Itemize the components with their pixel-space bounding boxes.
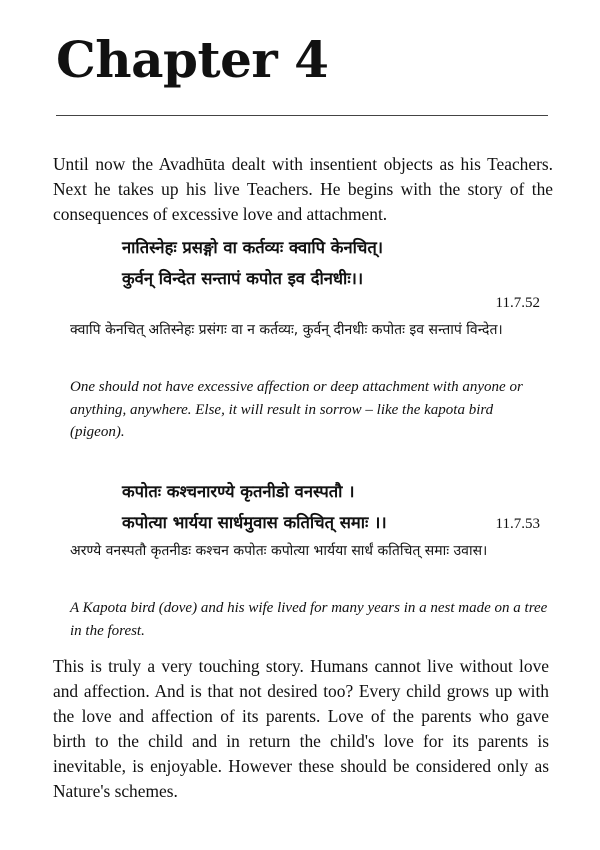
intro-paragraph: Until now the Avadhūta dealt with insentient objects as his Teachers. Next he takes up his live Teachers. He begins with the story of the consequences of excessive love and attachment. [53, 154, 553, 224]
chapter-title: Chapter 4 [56, 30, 329, 89]
verse-2-line-1: कपोतः कश्चनारण्ये कृतनीडो वनस्पतौ । [122, 482, 355, 501]
verse-1-line-1: नातिस्नेहः प्रसङ्गो वा कर्तव्यः क्वापि केनचित्। [122, 238, 384, 257]
sanskrit-verse-2 [122, 476, 387, 538]
verse-1-gloss: क्वापि केनचित् अतिस्नेहः प्रसंगः वा न कर्तव्यः, कुर्वन् दीनधीः कपोतः इव सन्तापं विन्देत। [70, 322, 503, 338]
verse-1-line-2: कुर्वन् विन्देत सन्तापं कपोत इव दीनधीः।। [122, 269, 364, 288]
sanskrit-verse-1 [122, 232, 383, 294]
story-paragraph: This is truly a very touching story. Humans cannot live without love and affection. And is that not desired too? Every child grows up with the love and affection of its parents. Love of the parents who gave birth to the child and in return the child's love for its parents is inevitable, is enjoyable. However these should be considered only as Nature's schemes. [53, 656, 549, 801]
verse-2-reference: 11.7.53 [495, 516, 540, 532]
title-divider [56, 115, 548, 116]
verse-2-translation: A Kapota bird (dove) and his wife lived for many years in a nest made on a tree in the forest. [70, 600, 548, 639]
verse-2-gloss: अरण्ये वनस्पतौ कृतनीडः कश्चन कपोतः कपोत्या भार्यया सार्धं कतिचित् समाः उवास। [70, 543, 488, 559]
verse-2-line-2: कपोत्या भार्यया सार्धमुवास कतिचित् समाः ।। [122, 513, 387, 532]
verse-1-reference: 11.7.52 [495, 295, 540, 311]
verse-1-translation: One should not have excessive affection or deep attachment with anyone or anything, anywhere. Else, it will result in sorrow – like the kapota bird (pigeon). [70, 379, 523, 440]
